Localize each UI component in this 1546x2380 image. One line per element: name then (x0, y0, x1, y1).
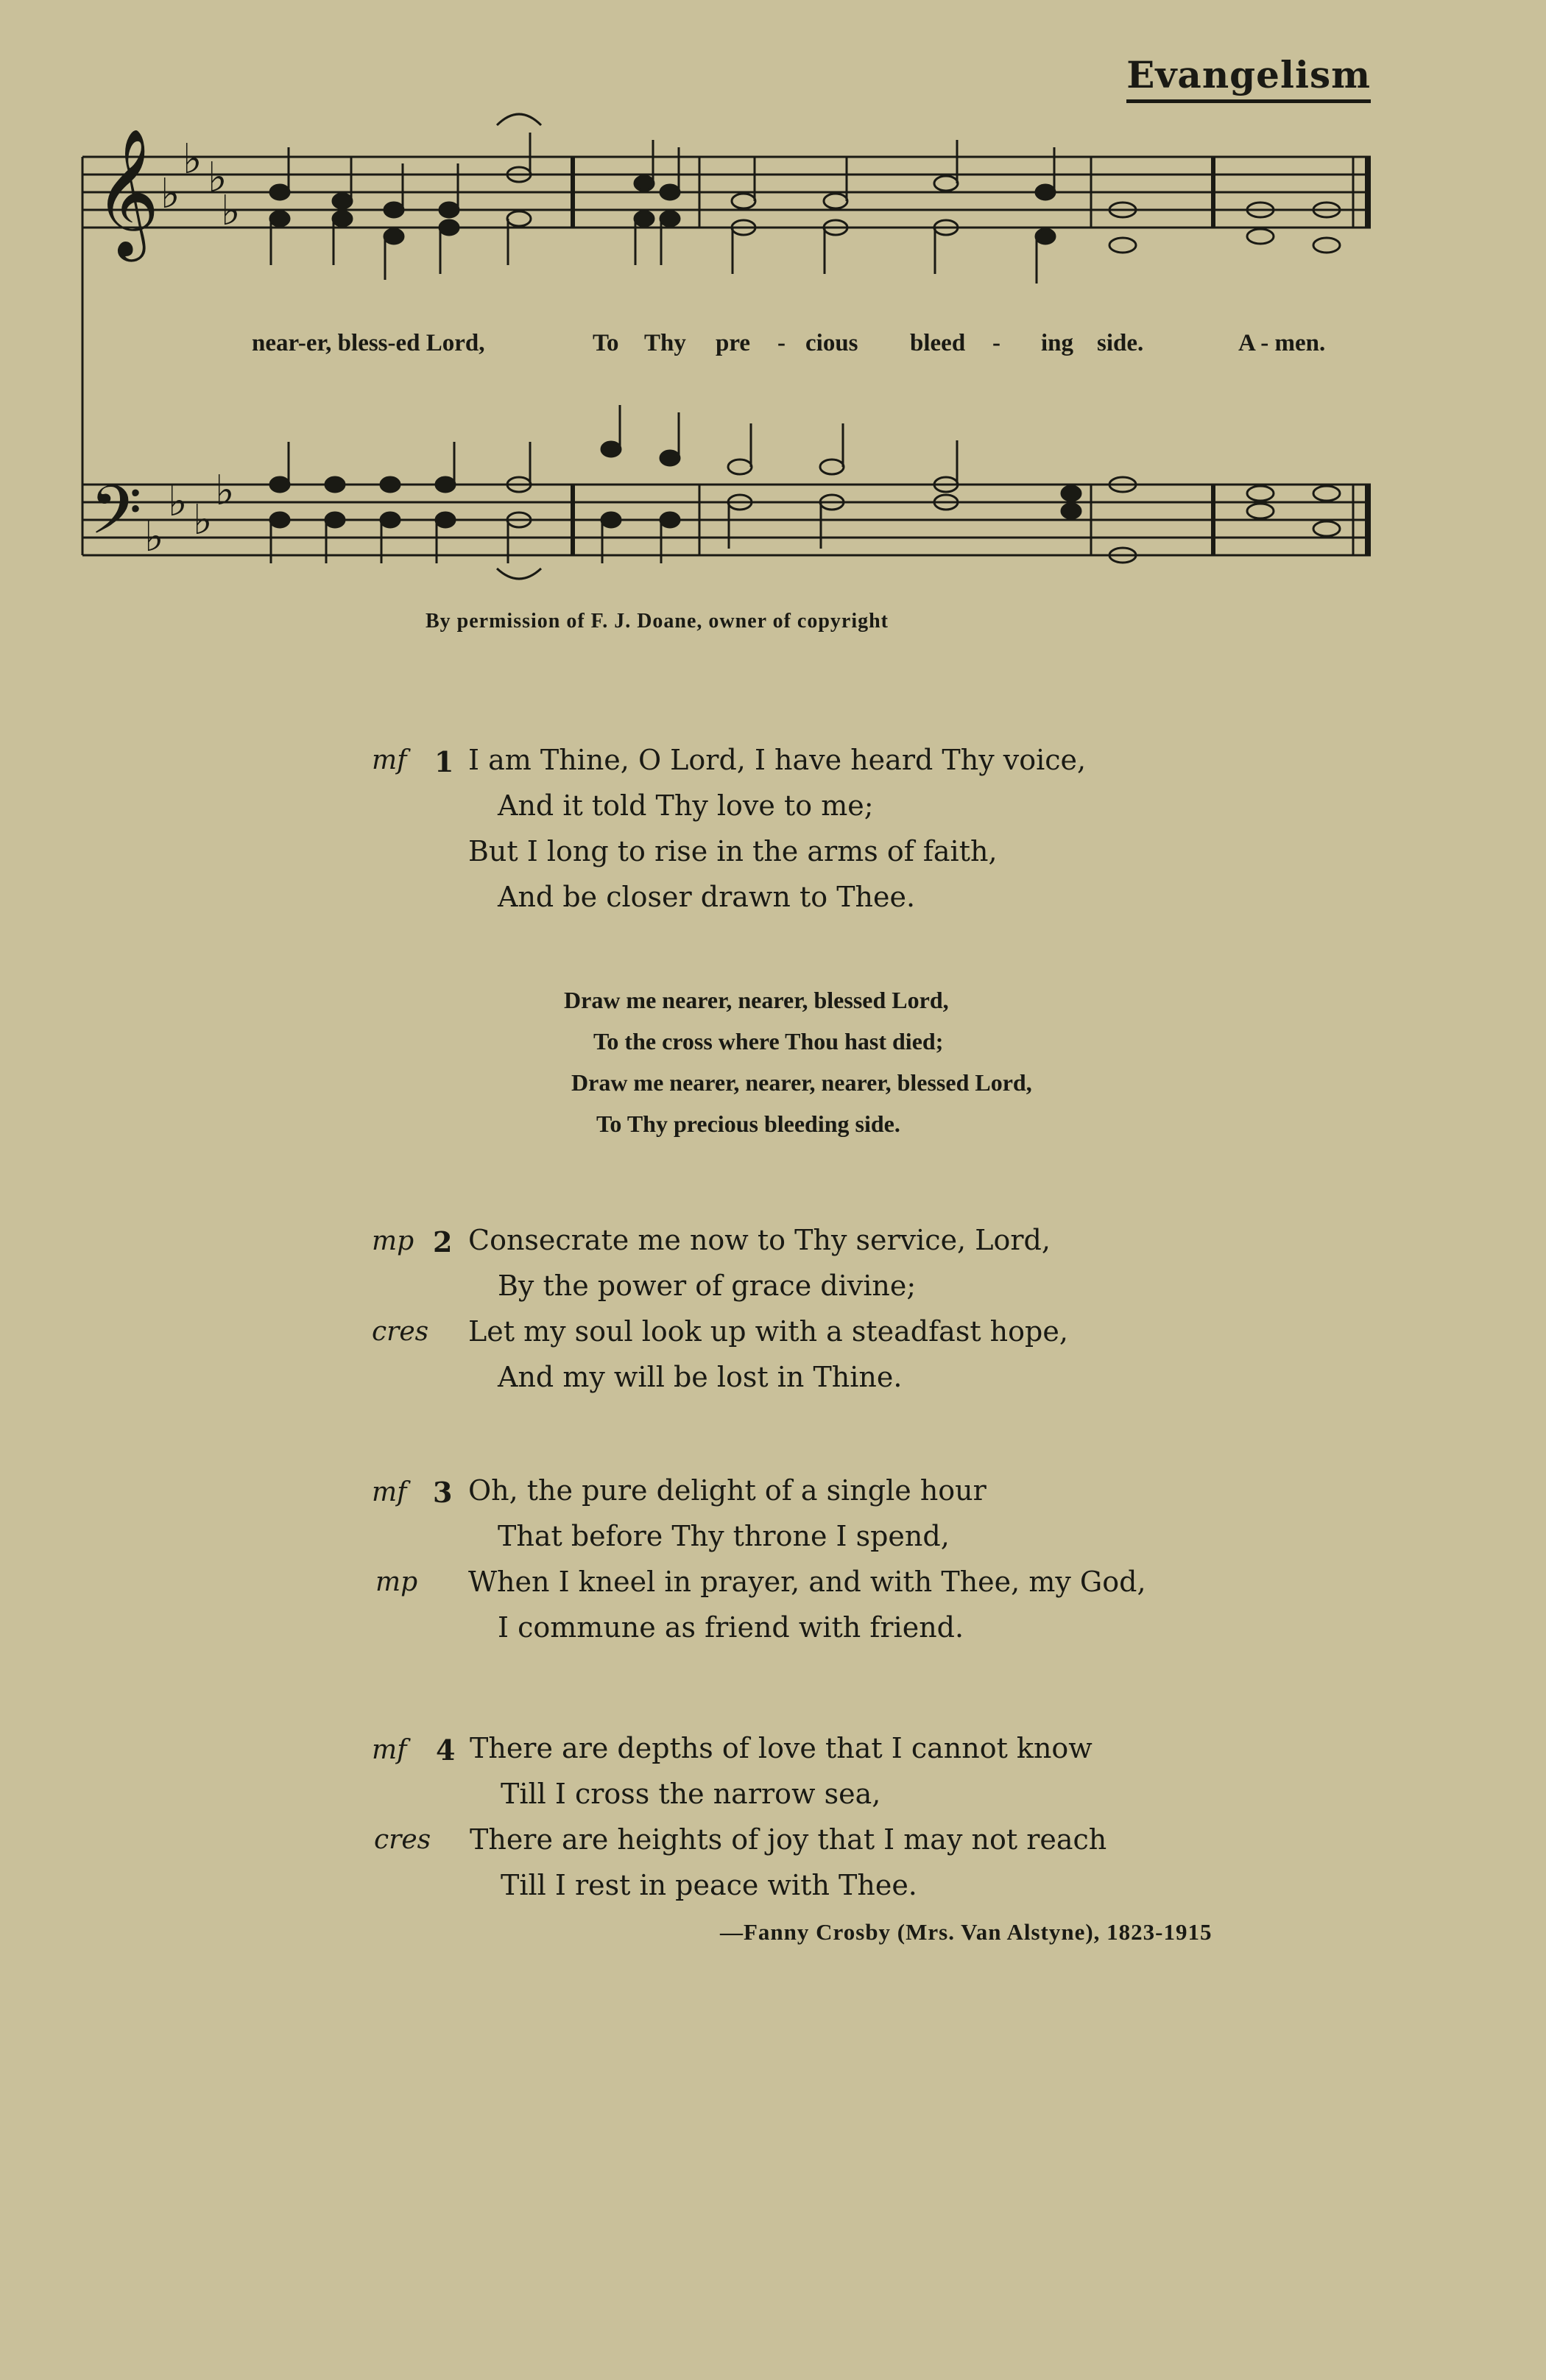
lyric-syllable: bleed (910, 330, 966, 356)
chorus-line: To the cross where Thou hast died; (593, 1028, 944, 1055)
verse-line: Till I rest in peace with Thee. (501, 1869, 917, 1901)
hymn-attribution: —Fanny Crosby (Mrs. Van Alstyne), 1823-1915 (720, 1919, 1213, 1945)
verse-line: I commune as friend with friend. (498, 1611, 964, 1644)
verse-line: There are heights of joy that I may not reach (470, 1823, 1107, 1856)
svg-text:♭: ♭ (183, 135, 202, 183)
dynamic-marking: cres (374, 1825, 431, 1855)
lyric-syllable: To (593, 330, 619, 356)
verse-line: But I long to rise in the arms of faith, (468, 835, 998, 867)
lyric-syllable: side. (1097, 330, 1144, 356)
lyric-syllable: ing (1041, 330, 1074, 356)
verse-line: That before Thy throne I spend, (498, 1520, 950, 1552)
lyric-syllable: near-er, bless-ed Lord, (252, 330, 485, 356)
chorus-line: Draw me nearer, nearer, nearer, blessed Lord, (571, 1069, 1032, 1096)
lyric-syllable: cious (805, 330, 858, 356)
lyric-syllable: - (777, 330, 786, 356)
dynamic-marking: mf (372, 1477, 407, 1507)
dynamic-marking: mp (372, 1226, 414, 1256)
music-score (0, 0, 1546, 604)
verse-number: 3 (433, 1476, 453, 1509)
svg-text:♭: ♭ (221, 187, 241, 235)
lyric-syllable: Thy (644, 330, 686, 356)
verse-line: There are depths of love that I cannot know (470, 1732, 1093, 1764)
page-header-title: Evangelism (1126, 53, 1371, 103)
verse-line: Let my soul look up with a steadfast hope, (468, 1315, 1068, 1348)
svg-text:𝄢: 𝄢 (90, 471, 142, 566)
lyric-syllable: A - men. (1238, 330, 1326, 356)
dynamic-marking: mf (372, 745, 407, 775)
verse-number: 1 (434, 745, 454, 778)
copyright-permission: By permission of F. J. Doane, owner of copyright (426, 610, 889, 633)
verse-line: By the power of grace divine; (498, 1270, 917, 1302)
verse-line: Oh, the pure delight of a single hour (468, 1474, 986, 1507)
chorus-line: Draw me nearer, nearer, blessed Lord, (564, 987, 949, 1013)
verse-line: And it told Thy love to me; (498, 789, 874, 822)
svg-text:♭: ♭ (193, 496, 213, 544)
verse-line: When I kneel in prayer, and with Thee, my God, (468, 1566, 1146, 1598)
verse-line: Till I cross the narrow sea, (501, 1778, 881, 1810)
verse-line: And be closer drawn to Thee. (498, 881, 916, 913)
svg-text:♭: ♭ (215, 467, 235, 515)
verse-number: 2 (433, 1225, 453, 1258)
svg-text:♭: ♭ (160, 170, 180, 218)
dynamic-marking: mf (372, 1735, 407, 1765)
svg-text:♭: ♭ (208, 154, 227, 202)
lyric-syllable: - (992, 330, 1000, 356)
svg-text:𝄞: 𝄞 (94, 128, 160, 256)
dynamic-marking: cres (372, 1317, 429, 1347)
svg-text:♭: ♭ (144, 513, 164, 561)
lyric-syllable: pre (716, 330, 751, 356)
verse-number: 4 (436, 1733, 456, 1767)
verse-line: Consecrate me now to Thy service, Lord, (468, 1224, 1051, 1256)
dynamic-marking: mp (375, 1567, 418, 1597)
svg-text:♭: ♭ (168, 478, 188, 526)
verse-line: And my will be lost in Thine. (498, 1361, 903, 1393)
verse-line: I am Thine, O Lord, I have heard Thy voice, (468, 744, 1087, 776)
chorus-line: To Thy precious bleeding side. (596, 1110, 900, 1137)
